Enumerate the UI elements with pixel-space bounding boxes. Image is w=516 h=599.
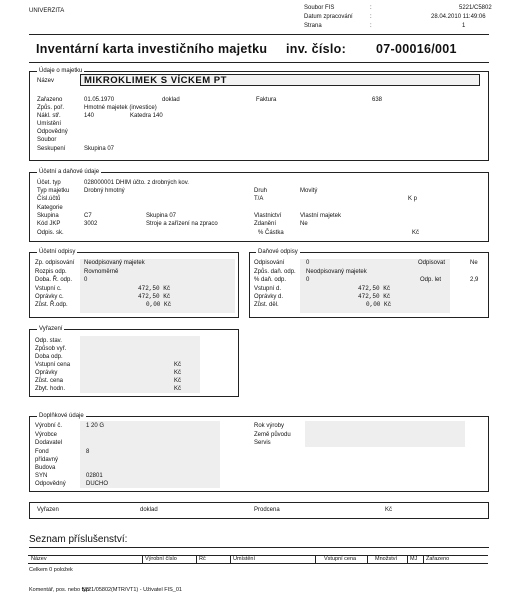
vlastnictvi-label: Vlastnictví (254, 213, 282, 219)
vyrazeni-section-title: Vyřazení (39, 326, 63, 332)
syn-label: SYN (35, 473, 48, 479)
castka-currency: Kč (412, 230, 420, 236)
ucet-value: 028000001 DHIM účto. z drobných kov. (84, 180, 189, 186)
colon-3: : (370, 23, 372, 29)
footer-value: 5221/05802(MTR/VT1) - Uživatel FIS_01 (82, 587, 182, 593)
doplnkove-odpovedny-value: DUCHO (86, 481, 108, 487)
date-label: Datum zpracování (304, 14, 353, 20)
col-zarazeno: Zařazeno (426, 556, 450, 562)
odpis-label: Odpis. sk. (37, 230, 64, 236)
vyrazeni-zust-label: Zůst. cena (35, 378, 64, 384)
katedra-value: Katedra 140 (130, 113, 163, 119)
col-sep-6 (407, 555, 408, 564)
ta-label: T/A (254, 196, 264, 202)
col-rc: Rč (199, 556, 206, 562)
castka-label: % Částka (258, 230, 284, 236)
col-nazev: Název (31, 556, 47, 562)
title-rule-bottom (29, 62, 489, 63)
kod-text: Stroje a zařízení na zpraco (146, 221, 218, 227)
seskupeni-value: Skupina 07 (84, 146, 115, 152)
ucetni-zust-value: 0,00 Kč (146, 301, 172, 308)
vyrazen-currency: Kč (385, 507, 393, 513)
inv-number: 07-00016/001 (376, 42, 457, 56)
inv-number-label: inv. číslo: (286, 42, 347, 56)
vyrazeni-doba-label: Doba odp. (35, 354, 63, 360)
kod-label: Kód JKP (37, 221, 61, 227)
danove-section-title: Daňové odpisy (258, 249, 298, 255)
vyrazeni-values-bg (80, 336, 200, 393)
ucetni-vstupni-value: 472,50 Kč (138, 285, 171, 292)
danove-zp-label: Způs. daň. odp. (254, 269, 296, 275)
danove-odpisovani-label: Odpisování (254, 260, 285, 266)
danove-vstupni-value: 472,50 Kč (358, 285, 391, 292)
skupina-label: Skupina (37, 213, 59, 219)
zpusob-label: Způs. poř. (37, 105, 65, 111)
danove-odpisovat-label: Odpisovat (418, 260, 446, 266)
name-value: MIKROKLIMEK S VÍCKEM PT (84, 75, 227, 86)
ucetni-section-title: Účetní odpisy (39, 249, 76, 255)
title-rule-top (29, 34, 489, 35)
vyrazeni-opravky-label: Oprávky (35, 370, 58, 376)
seskupeni-label: Seskupení (37, 146, 66, 152)
syn-value: 02801 (86, 473, 103, 479)
faktura-value: 638 (372, 97, 383, 103)
col-sep-2 (196, 555, 197, 564)
name-field (80, 74, 480, 86)
footer-label: Komentář, pos. nebo typ: (29, 587, 91, 593)
vyrazeni-zbytek-label: Zbyt. hodn. (35, 386, 66, 392)
kp-label: K p (408, 196, 418, 202)
col-vyrobni: Výrobní číslo (145, 556, 177, 562)
fond-value: 8 (86, 449, 90, 455)
ucetni-doba-value: 0 (84, 277, 88, 283)
col-sep-5 (367, 555, 368, 564)
vyrazeni-zpusob-label: Způsob vyř. (35, 346, 67, 352)
zpusob-value: Hmotné majetek (investice) (84, 105, 157, 111)
danove-odpisovat-value: Ne (470, 260, 478, 266)
druh-label: Druh (254, 188, 268, 194)
zarazeno-label: Zařazeno (37, 97, 63, 103)
vyrobce-label: Výrobce (35, 432, 58, 438)
odpovedny-label: Odpovědný (37, 129, 68, 135)
col-sep-7 (423, 555, 424, 564)
doklad-label: doklad (162, 97, 180, 103)
vlastnictvi-value: Vlastní majetek (300, 213, 342, 219)
doplnkove-odpovedny-label: Odpovědný (35, 481, 66, 487)
doplnkove-right-bg (305, 421, 465, 447)
page-value: 1 (462, 23, 466, 29)
zarazeno-value: 01.05.1970 (84, 97, 115, 103)
pridatny-label: přídavný (35, 457, 59, 463)
page-label: Strana (304, 23, 322, 29)
kategorie-label: Kategorie (37, 205, 63, 211)
dodavatel-label: Dodavatel (35, 440, 63, 446)
ucetni-zust-label: Zůst. Ř.odp. (35, 302, 68, 308)
col-sep-1 (142, 555, 143, 564)
ucetni-doba-label: Doba. Ř. odp. (35, 277, 73, 283)
typmaj-value: Drobný hmotný (84, 188, 125, 194)
vyrobni-label: Výrobní č. (35, 423, 63, 429)
col-mj: MJ (410, 556, 418, 562)
source-label: Soubor FIS (304, 5, 335, 11)
danove-odpisovani-value: 0 (306, 260, 310, 266)
rok-label: Rok výroby (254, 423, 285, 429)
vyrazeni-zust-kc: Kč (174, 378, 182, 384)
danove-vstupni-label: Vstupní d. (254, 286, 282, 292)
date-value: 28.04.2010 11:49:06 (431, 14, 486, 20)
vyrazen-prodcena-label: Prodcena (254, 507, 280, 513)
vyrazen-doklad-label: doklad (140, 507, 158, 513)
typmaj-label: Typ majetku (37, 188, 70, 194)
ucet-label: Účet. typ (37, 180, 61, 186)
cislo-label: Čísl.účtů (37, 196, 61, 202)
vyrazeni-vstupni-label: Vstupní cena (35, 362, 71, 368)
vyrazeni-opravky-kc: Kč (174, 370, 182, 376)
servis-label: Servis (254, 440, 271, 446)
zeme-label: Země původu (254, 432, 291, 438)
ucetni-zp-value: Neodpisovaný majetek (84, 260, 145, 266)
accessories-title: Seznam příslušenství: (29, 534, 128, 545)
fond-label: Fond (35, 449, 49, 455)
ucetni-zp-label: Zp. odpisování (35, 260, 75, 266)
col-umisteni: Umístění (233, 556, 256, 562)
source-value: 5221/C5802 (459, 5, 492, 11)
danove-odp-let-value: 2,9 (470, 277, 479, 283)
ucetni-rozpis-label: Rozpis odp. (35, 269, 67, 275)
vyrazeni-vstupni-kc: Kč (174, 362, 182, 368)
danove-sazba-value: 0 (306, 277, 310, 283)
vyrobni-value: 1 20 G (86, 423, 105, 429)
budova-label: Budova (35, 465, 56, 471)
zdaneni-label: Zdanění (254, 221, 277, 227)
name-label: Název (37, 78, 55, 84)
doplnkove-section-title: Doplňkové údaje (39, 413, 84, 419)
umisteni-label: Umístění (37, 121, 62, 127)
accounting-section-title: Účetní a daňové údaje (39, 169, 100, 175)
col-sep-4 (315, 555, 316, 564)
danove-opravky-value: 472,50 Kč (358, 293, 391, 300)
danove-zust-value: 0,00 Kč (366, 301, 392, 308)
skupina-text: Skupina 07 (146, 213, 177, 219)
danove-zp-value: Neodpisovaný majetek (306, 269, 367, 275)
faktura-label: Faktura (256, 97, 277, 103)
colon-1: : (370, 5, 372, 11)
page-title: Inventární karta investičního majetku (36, 42, 268, 56)
danove-opravky-label: Oprávky d. (254, 294, 284, 300)
col-mnozstvi: Množství (375, 556, 398, 562)
nakl-label: Nákl. stř. (37, 113, 61, 119)
soubor-label: Soubor (37, 137, 57, 143)
zdaneni-value: Ne (300, 221, 308, 227)
kod-value: 3002 (84, 221, 98, 227)
vyrazeni-datum-label: Odp. stav. (35, 338, 62, 344)
ucetni-opravky-label: Oprávky c. (35, 294, 64, 300)
org-name: UNIVERZITA (29, 8, 65, 14)
ucetni-vstupni-label: Vstupní c. (35, 286, 62, 292)
vyrazeni-zbytek-kc: Kč (174, 386, 182, 392)
accessories-total: Celkem 0 položek (29, 567, 73, 573)
accessories-header (28, 555, 488, 564)
druh-value: Movitý (300, 188, 318, 194)
vyrazen-label: Vyřazen (37, 507, 59, 513)
colon-2: : (370, 14, 372, 20)
skupina-value: C7 (84, 213, 92, 219)
ucetni-opravky-value: 472,50 Kč (138, 293, 171, 300)
col-sep-3 (230, 555, 231, 564)
nakl-value: 140 (84, 113, 95, 119)
accessories-rule (29, 547, 489, 548)
col-vstupni: Vstupní cena (324, 556, 357, 562)
danove-zust-label: Zůst. děl. (254, 302, 279, 308)
basic-section-title: Údaje o majetku (39, 68, 83, 74)
ucetni-rozpis-value: Rovnoměrně (84, 269, 119, 275)
danove-odp-let-label: Odp. let (420, 277, 442, 283)
danove-sazba-label: % daň. odp. (254, 277, 287, 283)
